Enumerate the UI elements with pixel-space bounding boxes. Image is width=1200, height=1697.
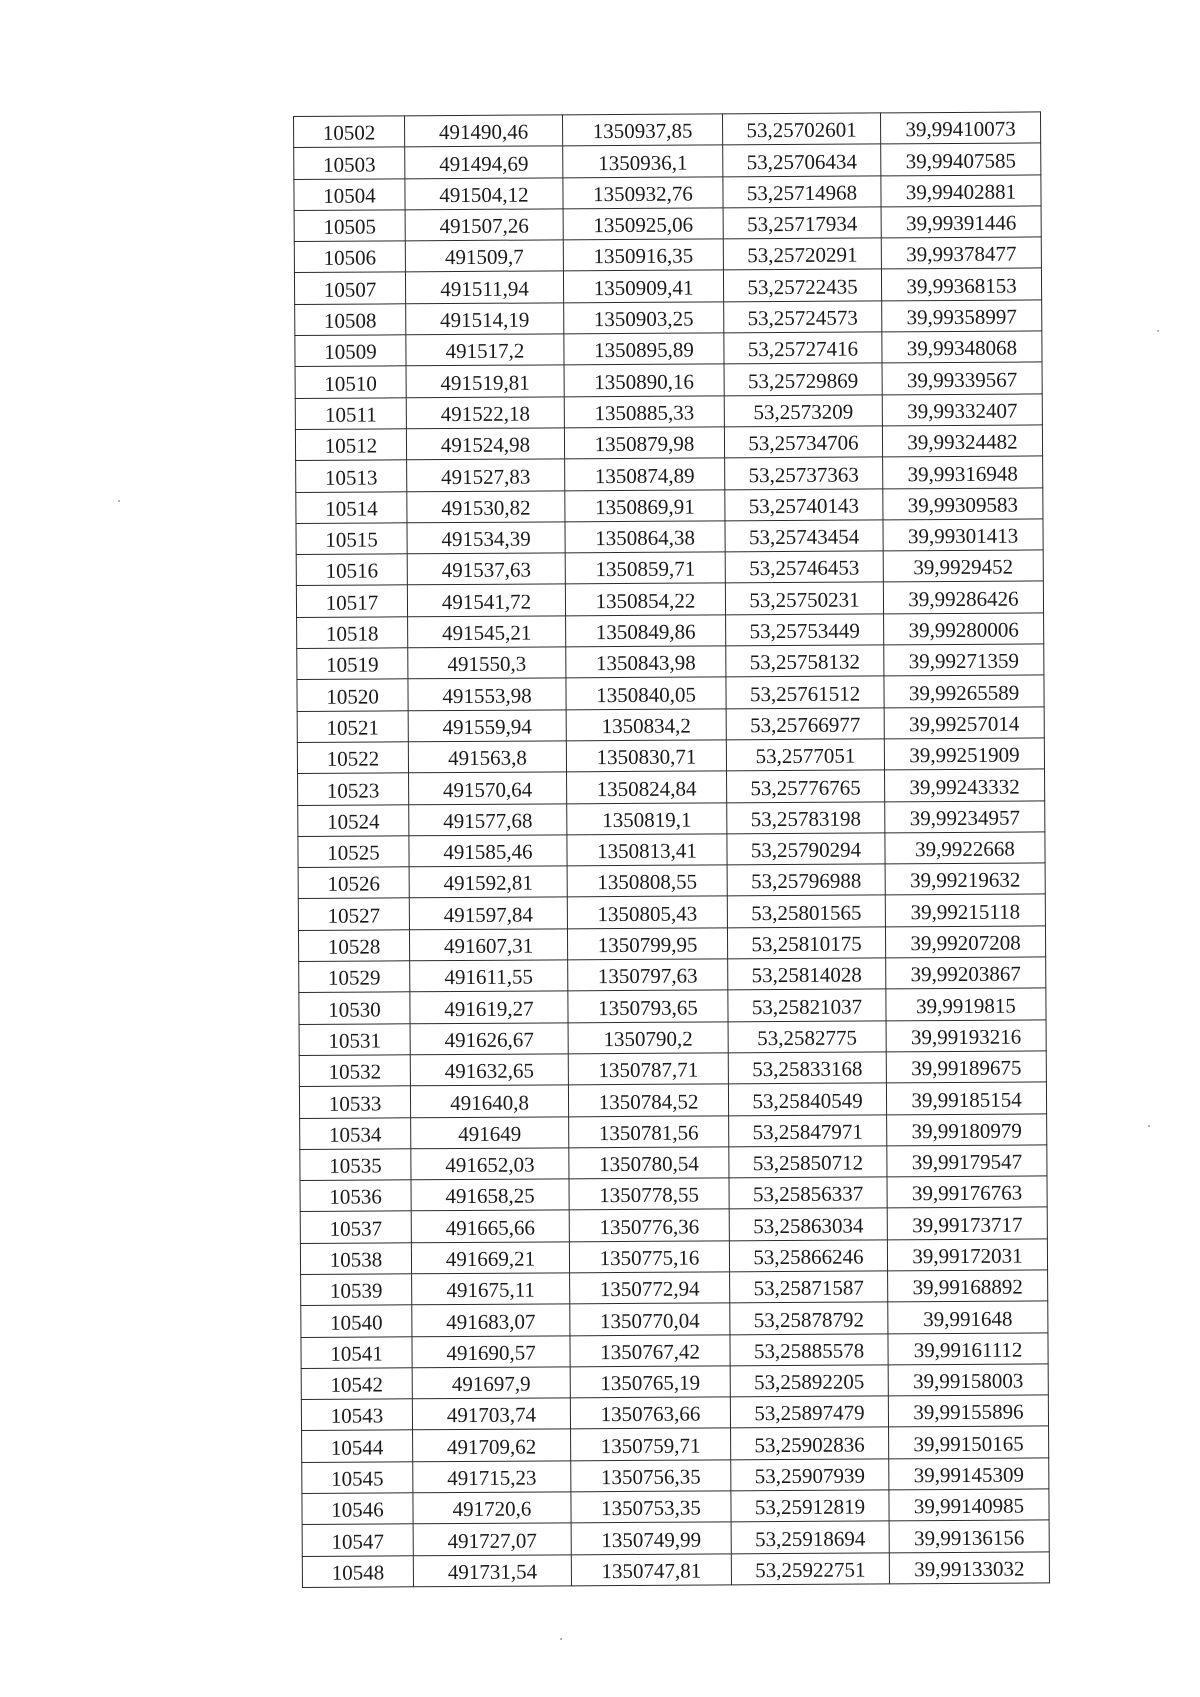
latitude-cell: 53,25810175 bbox=[727, 927, 885, 959]
x-coordinate-cell: 491577,68 bbox=[409, 803, 567, 835]
longitude-cell: 39,99180979 bbox=[887, 1113, 1047, 1145]
point-number-cell: 10504 bbox=[294, 178, 405, 210]
y-coordinate-cell: 1350903,25 bbox=[564, 302, 724, 334]
table-row bbox=[299, 988, 1046, 1024]
point-number-cell: 10523 bbox=[298, 773, 409, 805]
point-number-cell: 10514 bbox=[296, 491, 407, 523]
coordinates-table-body bbox=[294, 112, 1050, 1587]
scan-speck bbox=[560, 1638, 562, 1640]
point-number-cell: 10502 bbox=[294, 116, 405, 148]
point-number-cell: 10515 bbox=[296, 523, 407, 555]
x-coordinate-cell: 491683,07 bbox=[412, 1304, 570, 1336]
longitude-cell: 39,99219632 bbox=[885, 863, 1045, 895]
x-coordinate-cell: 491509,7 bbox=[405, 240, 563, 272]
x-coordinate-cell: 491511,94 bbox=[405, 271, 563, 303]
y-coordinate-cell: 1350799,95 bbox=[567, 928, 727, 960]
y-coordinate-cell: 1350849,86 bbox=[566, 615, 726, 647]
latitude-cell: 53,25922751 bbox=[731, 1553, 889, 1585]
table-row bbox=[295, 394, 1042, 430]
point-number-cell: 10519 bbox=[297, 648, 408, 680]
table-row bbox=[295, 362, 1042, 398]
point-number-cell: 10512 bbox=[295, 429, 406, 461]
x-coordinate-cell: 491658,25 bbox=[411, 1179, 569, 1211]
y-coordinate-cell: 1350937,85 bbox=[562, 114, 722, 146]
table-row bbox=[296, 456, 1043, 492]
latitude-cell: 53,2577051 bbox=[726, 739, 884, 771]
point-number-cell: 10522 bbox=[297, 742, 408, 774]
x-coordinate-cell: 491545,21 bbox=[408, 616, 566, 648]
point-number-cell: 10518 bbox=[297, 617, 408, 649]
x-coordinate-cell: 491611,55 bbox=[410, 960, 568, 992]
table-row bbox=[298, 832, 1045, 868]
x-coordinate-cell: 491504,12 bbox=[405, 177, 563, 209]
y-coordinate-cell: 1350797,63 bbox=[568, 959, 728, 991]
latitude-cell: 53,25734706 bbox=[724, 426, 882, 458]
table-row bbox=[299, 957, 1046, 993]
y-coordinate-cell: 1350916,35 bbox=[563, 239, 723, 271]
y-coordinate-cell: 1350936,1 bbox=[563, 145, 723, 177]
latitude-cell: 53,25840549 bbox=[728, 1083, 886, 1115]
longitude-cell: 39,99358997 bbox=[882, 300, 1042, 332]
table-row bbox=[299, 1051, 1046, 1087]
latitude-cell: 53,25892205 bbox=[730, 1365, 888, 1397]
longitude-cell: 39,9922668 bbox=[885, 832, 1045, 864]
point-number-cell: 10503 bbox=[294, 147, 405, 179]
longitude-cell: 39,99243332 bbox=[885, 769, 1045, 801]
longitude-cell: 39,99271359 bbox=[884, 644, 1044, 676]
point-number-cell: 10505 bbox=[294, 210, 405, 242]
y-coordinate-cell: 1350808,55 bbox=[567, 865, 727, 897]
longitude-cell: 39,99332407 bbox=[882, 394, 1042, 426]
point-number-cell: 10521 bbox=[297, 710, 408, 742]
latitude-cell: 53,25856337 bbox=[729, 1177, 887, 1209]
longitude-cell: 39,99172031 bbox=[887, 1239, 1047, 1271]
longitude-cell: 39,99203867 bbox=[886, 957, 1046, 989]
latitude-cell: 53,25850712 bbox=[729, 1146, 887, 1178]
latitude-cell: 53,25897479 bbox=[730, 1396, 888, 1428]
table-row bbox=[294, 206, 1041, 242]
x-coordinate-cell: 491522,18 bbox=[406, 397, 564, 429]
longitude-cell: 39,99410073 bbox=[880, 112, 1040, 144]
x-coordinate-cell: 491592,81 bbox=[409, 866, 567, 898]
y-coordinate-cell: 1350790,2 bbox=[568, 1021, 728, 1053]
coordinates-table bbox=[293, 111, 1050, 1587]
longitude-cell: 39,99133032 bbox=[889, 1552, 1049, 1584]
x-coordinate-cell: 491632,65 bbox=[410, 1054, 568, 1086]
latitude-cell: 53,25746453 bbox=[725, 551, 883, 583]
table-row bbox=[298, 769, 1045, 805]
latitude-cell: 53,2582775 bbox=[728, 1021, 886, 1053]
y-coordinate-cell: 1350824,84 bbox=[567, 771, 727, 803]
x-coordinate-cell: 491553,98 bbox=[408, 678, 566, 710]
y-coordinate-cell: 1350781,56 bbox=[569, 1115, 729, 1147]
point-number-cell: 10517 bbox=[296, 585, 407, 617]
x-coordinate-cell: 491597,84 bbox=[409, 897, 567, 929]
table-row bbox=[301, 1395, 1048, 1431]
table-row bbox=[301, 1332, 1048, 1368]
longitude-cell: 39,99309583 bbox=[883, 487, 1043, 519]
table-row bbox=[294, 112, 1041, 148]
longitude-cell: 39,99402881 bbox=[881, 175, 1041, 207]
latitude-cell: 53,25750231 bbox=[725, 582, 883, 614]
table-row bbox=[297, 738, 1044, 774]
point-number-cell: 10537 bbox=[300, 1211, 411, 1243]
table-row bbox=[294, 268, 1041, 304]
latitude-cell: 53,25753449 bbox=[726, 614, 884, 646]
x-coordinate-cell: 491649 bbox=[411, 1116, 569, 1148]
scan-speck bbox=[1148, 1125, 1150, 1127]
point-number-cell: 10547 bbox=[302, 1524, 413, 1556]
latitude-cell: 53,25702601 bbox=[722, 113, 880, 145]
latitude-cell: 53,25801565 bbox=[727, 895, 885, 927]
y-coordinate-cell: 1350854,22 bbox=[565, 583, 725, 615]
latitude-cell: 53,25783198 bbox=[727, 801, 885, 833]
longitude-cell: 39,99280006 bbox=[884, 613, 1044, 645]
y-coordinate-cell: 1350909,41 bbox=[563, 270, 723, 302]
point-number-cell: 10544 bbox=[302, 1430, 413, 1462]
y-coordinate-cell: 1350765,19 bbox=[570, 1366, 730, 1398]
y-coordinate-cell: 1350759,71 bbox=[571, 1428, 731, 1460]
point-number-cell: 10506 bbox=[294, 241, 405, 273]
table-row bbox=[296, 519, 1043, 555]
longitude-cell: 39,99286426 bbox=[883, 581, 1043, 613]
point-number-cell: 10520 bbox=[297, 679, 408, 711]
point-number-cell: 10539 bbox=[301, 1274, 412, 1306]
table-row bbox=[301, 1301, 1048, 1337]
y-coordinate-cell: 1350767,42 bbox=[570, 1334, 730, 1366]
point-number-cell: 10516 bbox=[296, 554, 407, 586]
x-coordinate-cell: 491524,98 bbox=[406, 428, 564, 460]
table-row bbox=[295, 331, 1042, 367]
y-coordinate-cell: 1350834,2 bbox=[566, 709, 726, 741]
latitude-cell: 53,25912819 bbox=[731, 1490, 889, 1522]
longitude-cell: 39,99391446 bbox=[881, 206, 1041, 238]
longitude-cell: 39,99193216 bbox=[886, 1020, 1046, 1052]
point-number-cell: 10532 bbox=[299, 1055, 410, 1087]
latitude-cell: 53,25907939 bbox=[731, 1459, 889, 1491]
y-coordinate-cell: 1350864,38 bbox=[565, 521, 725, 553]
point-number-cell: 10538 bbox=[300, 1242, 411, 1274]
y-coordinate-cell: 1350770,04 bbox=[570, 1303, 730, 1335]
point-number-cell: 10509 bbox=[295, 335, 406, 367]
y-coordinate-cell: 1350780,54 bbox=[569, 1147, 729, 1179]
point-number-cell: 10546 bbox=[302, 1493, 413, 1525]
x-coordinate-cell: 491519,81 bbox=[406, 365, 564, 397]
longitude-cell: 39,99185154 bbox=[886, 1082, 1046, 1114]
point-number-cell: 10531 bbox=[299, 1023, 410, 1055]
x-coordinate-cell: 491720,6 bbox=[413, 1492, 571, 1524]
point-number-cell: 10513 bbox=[296, 460, 407, 492]
table-row bbox=[300, 1239, 1047, 1275]
table-row bbox=[298, 894, 1045, 930]
longitude-cell: 39,99173717 bbox=[887, 1207, 1047, 1239]
x-coordinate-cell: 491527,83 bbox=[407, 459, 565, 491]
x-coordinate-cell: 491731,54 bbox=[413, 1554, 571, 1586]
table-row bbox=[298, 863, 1045, 899]
table-row bbox=[300, 1176, 1047, 1212]
y-coordinate-cell: 1350763,66 bbox=[570, 1397, 730, 1429]
table-row bbox=[299, 1082, 1046, 1118]
y-coordinate-cell: 1350787,71 bbox=[568, 1053, 728, 1085]
x-coordinate-cell: 491494,69 bbox=[405, 146, 563, 178]
table-row bbox=[298, 926, 1045, 962]
point-number-cell: 10541 bbox=[301, 1336, 412, 1368]
table-row bbox=[297, 644, 1044, 680]
x-coordinate-cell: 491703,74 bbox=[412, 1398, 570, 1430]
y-coordinate-cell: 1350890,16 bbox=[564, 364, 724, 396]
table-row bbox=[299, 1020, 1046, 1056]
x-coordinate-cell: 491665,66 bbox=[411, 1210, 569, 1242]
table-row bbox=[296, 487, 1043, 523]
longitude-cell: 39,99257014 bbox=[884, 707, 1044, 739]
latitude-cell: 53,25863034 bbox=[729, 1208, 887, 1240]
y-coordinate-cell: 1350813,41 bbox=[567, 834, 727, 866]
longitude-cell: 39,99168892 bbox=[888, 1270, 1048, 1302]
point-number-cell: 10530 bbox=[299, 992, 410, 1024]
latitude-cell: 53,25720291 bbox=[723, 238, 881, 270]
latitude-cell: 53,25821037 bbox=[728, 989, 886, 1021]
y-coordinate-cell: 1350843,98 bbox=[566, 646, 726, 678]
x-coordinate-cell: 491652,03 bbox=[411, 1148, 569, 1180]
y-coordinate-cell: 1350753,35 bbox=[571, 1491, 731, 1523]
longitude-cell: 39,99145309 bbox=[889, 1458, 1049, 1490]
table-row bbox=[302, 1489, 1049, 1525]
x-coordinate-cell: 491585,46 bbox=[409, 835, 567, 867]
latitude-cell: 53,25902836 bbox=[731, 1427, 889, 1459]
table-row bbox=[296, 581, 1043, 617]
scan-speck bbox=[118, 500, 120, 502]
longitude-cell: 39,99207208 bbox=[885, 926, 1045, 958]
longitude-cell: 39,99234957 bbox=[885, 800, 1045, 832]
x-coordinate-cell: 491537,63 bbox=[407, 553, 565, 585]
longitude-cell: 39,9919815 bbox=[886, 988, 1046, 1020]
x-coordinate-cell: 491727,07 bbox=[413, 1523, 571, 1555]
latitude-cell: 53,25729869 bbox=[724, 363, 882, 395]
longitude-cell: 39,99189675 bbox=[886, 1051, 1046, 1083]
table-row bbox=[295, 425, 1042, 461]
y-coordinate-cell: 1350793,65 bbox=[568, 990, 728, 1022]
x-coordinate-cell: 491607,31 bbox=[409, 929, 567, 961]
point-number-cell: 10540 bbox=[301, 1305, 412, 1337]
longitude-cell: 39,99316948 bbox=[883, 456, 1043, 488]
point-number-cell: 10508 bbox=[295, 304, 406, 336]
latitude-cell: 53,25871587 bbox=[730, 1271, 888, 1303]
longitude-cell: 39,99348068 bbox=[882, 331, 1042, 363]
y-coordinate-cell: 1350840,05 bbox=[566, 677, 726, 709]
latitude-cell: 53,25706434 bbox=[723, 144, 881, 176]
latitude-cell: 53,25790294 bbox=[727, 833, 885, 865]
latitude-cell: 53,25717934 bbox=[723, 207, 881, 239]
latitude-cell: 53,25727416 bbox=[724, 332, 882, 364]
latitude-cell: 53,25847971 bbox=[729, 1114, 887, 1146]
table-row bbox=[301, 1364, 1048, 1400]
table-row bbox=[294, 237, 1041, 273]
x-coordinate-cell: 491507,26 bbox=[405, 209, 563, 241]
latitude-cell: 53,25814028 bbox=[728, 958, 886, 990]
latitude-cell: 53,25878792 bbox=[730, 1302, 888, 1334]
y-coordinate-cell: 1350756,35 bbox=[571, 1460, 731, 1492]
longitude-cell: 39,99158003 bbox=[888, 1364, 1048, 1396]
point-number-cell: 10525 bbox=[298, 836, 409, 868]
longitude-cell: 39,991648 bbox=[888, 1301, 1048, 1333]
y-coordinate-cell: 1350747,81 bbox=[571, 1554, 731, 1586]
x-coordinate-cell: 491534,39 bbox=[407, 522, 565, 554]
table-row bbox=[300, 1145, 1047, 1181]
y-coordinate-cell: 1350830,71 bbox=[566, 740, 726, 772]
table-row bbox=[300, 1113, 1047, 1149]
table-row bbox=[300, 1207, 1047, 1243]
point-number-cell: 10545 bbox=[302, 1462, 413, 1494]
latitude-cell: 53,25714968 bbox=[723, 176, 881, 208]
point-number-cell: 10511 bbox=[295, 397, 406, 429]
y-coordinate-cell: 1350784,52 bbox=[568, 1084, 728, 1116]
longitude-cell: 39,99176763 bbox=[887, 1176, 1047, 1208]
longitude-cell: 39,99140985 bbox=[889, 1489, 1049, 1521]
x-coordinate-cell: 491619,27 bbox=[410, 991, 568, 1023]
x-coordinate-cell: 491541,72 bbox=[407, 584, 565, 616]
latitude-cell: 53,25766977 bbox=[726, 708, 884, 740]
x-coordinate-cell: 491570,64 bbox=[409, 772, 567, 804]
point-number-cell: 10542 bbox=[301, 1368, 412, 1400]
table-row bbox=[296, 550, 1043, 586]
x-coordinate-cell: 491715,23 bbox=[413, 1461, 571, 1493]
point-number-cell: 10543 bbox=[301, 1399, 412, 1431]
latitude-cell: 53,25761512 bbox=[726, 676, 884, 708]
table-row bbox=[302, 1426, 1049, 1462]
y-coordinate-cell: 1350778,55 bbox=[569, 1178, 729, 1210]
point-number-cell: 10529 bbox=[299, 961, 410, 993]
x-coordinate-cell: 491626,67 bbox=[410, 1022, 568, 1054]
latitude-cell: 53,25722435 bbox=[723, 269, 881, 301]
y-coordinate-cell: 1350895,89 bbox=[564, 333, 724, 365]
x-coordinate-cell: 491517,2 bbox=[406, 334, 564, 366]
longitude-cell: 39,99265589 bbox=[884, 675, 1044, 707]
scan-speck bbox=[1157, 330, 1159, 332]
table-row bbox=[297, 707, 1044, 743]
latitude-cell: 53,25885578 bbox=[730, 1333, 888, 1365]
y-coordinate-cell: 1350775,16 bbox=[569, 1241, 729, 1273]
longitude-cell: 39,99339567 bbox=[882, 362, 1042, 394]
y-coordinate-cell: 1350772,94 bbox=[570, 1272, 730, 1304]
x-coordinate-cell: 491669,21 bbox=[411, 1242, 569, 1274]
point-number-cell: 10507 bbox=[294, 272, 405, 304]
x-coordinate-cell: 491640,8 bbox=[410, 1085, 568, 1117]
point-number-cell: 10548 bbox=[302, 1555, 413, 1587]
point-number-cell: 10526 bbox=[298, 867, 409, 899]
table-row bbox=[295, 300, 1042, 336]
y-coordinate-cell: 1350925,06 bbox=[563, 208, 723, 240]
latitude-cell: 53,25866246 bbox=[729, 1240, 887, 1272]
x-coordinate-cell: 491709,62 bbox=[413, 1429, 571, 1461]
longitude-cell: 39,99251909 bbox=[884, 738, 1044, 770]
y-coordinate-cell: 1350749,99 bbox=[571, 1522, 731, 1554]
latitude-cell: 53,25743454 bbox=[725, 520, 883, 552]
longitude-cell: 39,9929452 bbox=[883, 550, 1043, 582]
table-row bbox=[297, 675, 1044, 711]
table-row bbox=[302, 1458, 1049, 1494]
x-coordinate-cell: 491690,57 bbox=[412, 1335, 570, 1367]
point-number-cell: 10534 bbox=[300, 1117, 411, 1149]
latitude-cell: 53,25918694 bbox=[731, 1521, 889, 1553]
y-coordinate-cell: 1350932,76 bbox=[563, 176, 723, 208]
x-coordinate-cell: 491559,94 bbox=[408, 709, 566, 741]
x-coordinate-cell: 491550,3 bbox=[408, 647, 566, 679]
longitude-cell: 39,99161112 bbox=[888, 1332, 1048, 1364]
latitude-cell: 53,2573209 bbox=[724, 395, 882, 427]
longitude-cell: 39,99407585 bbox=[881, 143, 1041, 175]
longitude-cell: 39,99368153 bbox=[881, 268, 1041, 300]
table-row bbox=[294, 175, 1041, 211]
point-number-cell: 10528 bbox=[298, 930, 409, 962]
x-coordinate-cell: 491675,11 bbox=[412, 1273, 570, 1305]
y-coordinate-cell: 1350874,89 bbox=[565, 458, 725, 490]
longitude-cell: 39,99215118 bbox=[885, 894, 1045, 926]
table-row bbox=[294, 143, 1041, 179]
latitude-cell: 53,25724573 bbox=[724, 301, 882, 333]
longitude-cell: 39,99324482 bbox=[882, 425, 1042, 457]
x-coordinate-cell: 491514,19 bbox=[406, 303, 564, 335]
point-number-cell: 10524 bbox=[298, 804, 409, 836]
longitude-cell: 39,99301413 bbox=[883, 519, 1043, 551]
longitude-cell: 39,99155896 bbox=[888, 1395, 1048, 1427]
table-row bbox=[297, 613, 1044, 649]
latitude-cell: 53,25740143 bbox=[725, 488, 883, 520]
y-coordinate-cell: 1350776,36 bbox=[569, 1209, 729, 1241]
latitude-cell: 53,25833168 bbox=[728, 1052, 886, 1084]
longitude-cell: 39,99179547 bbox=[887, 1145, 1047, 1177]
latitude-cell: 53,25796988 bbox=[727, 864, 885, 896]
y-coordinate-cell: 1350859,71 bbox=[565, 552, 725, 584]
table-row bbox=[301, 1270, 1048, 1306]
longitude-cell: 39,99136156 bbox=[889, 1520, 1049, 1552]
latitude-cell: 53,25758132 bbox=[726, 645, 884, 677]
x-coordinate-cell: 491530,82 bbox=[407, 490, 565, 522]
y-coordinate-cell: 1350805,43 bbox=[567, 896, 727, 928]
y-coordinate-cell: 1350819,1 bbox=[567, 802, 727, 834]
longitude-cell: 39,99150165 bbox=[889, 1426, 1049, 1458]
latitude-cell: 53,25776765 bbox=[727, 770, 885, 802]
y-coordinate-cell: 1350879,98 bbox=[564, 427, 724, 459]
longitude-cell: 39,99378477 bbox=[881, 237, 1041, 269]
point-number-cell: 10527 bbox=[298, 898, 409, 930]
point-number-cell: 10536 bbox=[300, 1180, 411, 1212]
latitude-cell: 53,25737363 bbox=[725, 457, 883, 489]
x-coordinate-cell: 491697,9 bbox=[412, 1367, 570, 1399]
y-coordinate-cell: 1350869,91 bbox=[565, 489, 725, 521]
point-number-cell: 10533 bbox=[299, 1086, 410, 1118]
point-number-cell: 10510 bbox=[295, 366, 406, 398]
table-row bbox=[298, 800, 1045, 836]
point-number-cell: 10535 bbox=[300, 1149, 411, 1181]
table-row bbox=[302, 1520, 1049, 1556]
y-coordinate-cell: 1350885,33 bbox=[564, 396, 724, 428]
x-coordinate-cell: 491563,8 bbox=[408, 741, 566, 773]
x-coordinate-cell: 491490,46 bbox=[405, 115, 563, 147]
table-row bbox=[302, 1552, 1049, 1588]
